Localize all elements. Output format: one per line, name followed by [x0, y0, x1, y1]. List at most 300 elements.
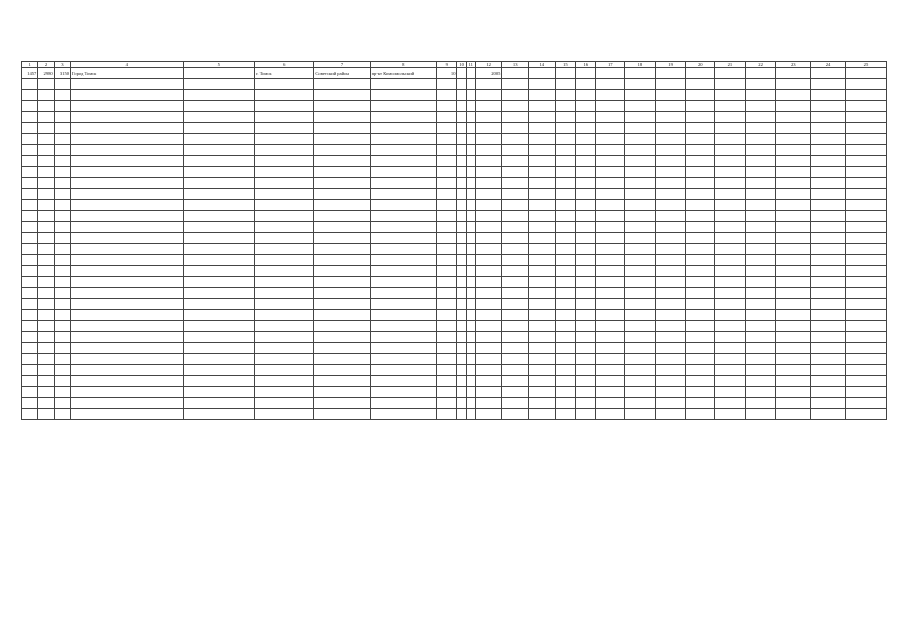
table-cell	[54, 211, 70, 222]
table-cell	[529, 123, 556, 134]
table-cell	[811, 134, 846, 145]
table-cell	[466, 222, 475, 233]
table-cell	[529, 266, 556, 277]
table-cell	[502, 233, 529, 244]
table-cell	[596, 398, 625, 409]
table-cell	[466, 156, 475, 167]
table-cell	[370, 266, 436, 277]
table-cell	[22, 365, 38, 376]
table-cell	[811, 233, 846, 244]
table-cell	[655, 365, 686, 376]
table-cell	[54, 310, 70, 321]
table-cell	[715, 101, 746, 112]
table-cell	[502, 112, 529, 123]
table-cell	[71, 266, 183, 277]
table-cell	[811, 101, 846, 112]
table-cell	[811, 299, 846, 310]
table-cell	[22, 288, 38, 299]
table-cell	[466, 409, 475, 420]
table-cell	[255, 112, 314, 123]
table-cell	[686, 68, 715, 79]
table-cell	[502, 354, 529, 365]
table-cell	[183, 376, 255, 387]
table-cell	[502, 211, 529, 222]
table-cell	[183, 233, 255, 244]
table-cell	[715, 189, 746, 200]
table-row	[22, 134, 887, 145]
table-cell	[314, 189, 370, 200]
table-cell: г. Томск	[255, 68, 314, 79]
table-cell	[576, 79, 596, 90]
table-cell	[715, 178, 746, 189]
table-cell	[71, 145, 183, 156]
table-cell	[475, 310, 502, 321]
table-cell	[255, 200, 314, 211]
table-cell	[845, 321, 886, 332]
table-cell	[466, 211, 475, 222]
table-cell	[370, 409, 436, 420]
table-cell	[314, 167, 370, 178]
table-cell	[596, 343, 625, 354]
table-cell	[437, 156, 457, 167]
table-cell	[71, 343, 183, 354]
table-cell	[745, 233, 776, 244]
table-cell	[54, 90, 70, 101]
table-cell	[183, 134, 255, 145]
table-cell	[576, 123, 596, 134]
table-cell	[529, 310, 556, 321]
table-cell	[811, 321, 846, 332]
table-cell	[255, 365, 314, 376]
table-cell	[596, 101, 625, 112]
table-cell	[655, 90, 686, 101]
table-cell	[655, 387, 686, 398]
table-cell	[437, 167, 457, 178]
table-cell	[314, 200, 370, 211]
table-cell	[845, 156, 886, 167]
table-cell	[555, 200, 575, 211]
table-cell	[529, 299, 556, 310]
table-cell	[776, 222, 811, 233]
table-cell	[555, 288, 575, 299]
table-cell	[370, 79, 436, 90]
table-cell	[686, 167, 715, 178]
column-number: 25	[845, 62, 886, 68]
table-cell	[71, 310, 183, 321]
table-cell	[370, 376, 436, 387]
table-cell	[811, 123, 846, 134]
table-cell	[183, 200, 255, 211]
table-row	[22, 112, 887, 123]
table-cell	[457, 255, 466, 266]
table-cell	[576, 365, 596, 376]
table-cell	[183, 156, 255, 167]
table-cell	[314, 156, 370, 167]
table-cell	[255, 178, 314, 189]
table-cell	[255, 376, 314, 387]
table-cell	[437, 288, 457, 299]
table-cell	[596, 387, 625, 398]
column-number: 20	[686, 62, 715, 68]
table-cell	[71, 101, 183, 112]
table-cell	[845, 266, 886, 277]
table-cell	[437, 79, 457, 90]
table-cell	[576, 266, 596, 277]
table-cell	[475, 343, 502, 354]
table-cell	[745, 255, 776, 266]
table-cell	[686, 101, 715, 112]
table-cell	[54, 233, 70, 244]
table-cell	[686, 255, 715, 266]
table-cell	[475, 409, 502, 420]
table-cell	[466, 233, 475, 244]
table-cell	[183, 123, 255, 134]
table-cell	[457, 156, 466, 167]
table-cell	[686, 178, 715, 189]
table-cell: 2980	[38, 68, 54, 79]
table-cell	[776, 387, 811, 398]
table-cell	[255, 79, 314, 90]
table-cell	[370, 288, 436, 299]
table-cell	[529, 277, 556, 288]
table-cell	[457, 211, 466, 222]
table-cell	[555, 123, 575, 134]
table-cell	[502, 167, 529, 178]
table-cell	[457, 178, 466, 189]
table-cell	[475, 90, 502, 101]
table-cell	[38, 200, 54, 211]
table-cell	[745, 321, 776, 332]
table-cell	[576, 244, 596, 255]
table-cell	[437, 398, 457, 409]
table-cell	[255, 244, 314, 255]
table-cell	[715, 332, 746, 343]
table-cell	[22, 354, 38, 365]
table-cell	[370, 123, 436, 134]
table-cell	[715, 266, 746, 277]
table-cell	[555, 233, 575, 244]
table-cell	[776, 68, 811, 79]
table-cell	[776, 310, 811, 321]
table-row	[22, 310, 887, 321]
table-cell	[845, 178, 886, 189]
table-cell	[475, 387, 502, 398]
table-cell	[255, 233, 314, 244]
table-cell	[437, 101, 457, 112]
table-cell	[529, 255, 556, 266]
table-cell	[776, 145, 811, 156]
table-cell	[502, 68, 529, 79]
table-cell	[466, 310, 475, 321]
table-cell	[596, 310, 625, 321]
table-cell	[370, 398, 436, 409]
table-cell	[686, 222, 715, 233]
table-cell	[255, 167, 314, 178]
table-cell	[745, 156, 776, 167]
table-cell	[776, 288, 811, 299]
table-cell	[22, 409, 38, 420]
column-number: 4	[71, 62, 183, 68]
table-cell	[22, 321, 38, 332]
table-cell	[22, 387, 38, 398]
table-cell	[54, 376, 70, 387]
table-cell	[314, 244, 370, 255]
table-cell	[71, 134, 183, 145]
table-cell	[811, 79, 846, 90]
table-cell	[502, 277, 529, 288]
table-cell	[183, 343, 255, 354]
table-cell	[576, 310, 596, 321]
table-cell	[54, 299, 70, 310]
table-cell	[457, 222, 466, 233]
table-cell	[655, 354, 686, 365]
table-cell	[255, 211, 314, 222]
table-cell	[38, 409, 54, 420]
table-cell	[596, 332, 625, 343]
table-cell	[437, 255, 457, 266]
table-cell	[54, 266, 70, 277]
table-row	[22, 79, 887, 90]
table-cell	[776, 123, 811, 134]
table-cell	[655, 299, 686, 310]
table-cell	[811, 178, 846, 189]
table-cell	[38, 233, 54, 244]
table-cell	[555, 321, 575, 332]
table-cell	[370, 112, 436, 123]
table-cell	[596, 167, 625, 178]
table-cell	[686, 310, 715, 321]
column-number: 21	[715, 62, 746, 68]
column-number: 23	[776, 62, 811, 68]
table-cell	[529, 244, 556, 255]
table-cell	[655, 101, 686, 112]
table-cell	[54, 112, 70, 123]
table-cell	[596, 321, 625, 332]
table-cell	[555, 90, 575, 101]
table-cell	[776, 79, 811, 90]
table-cell	[529, 112, 556, 123]
table-cell	[71, 409, 183, 420]
table-cell	[22, 343, 38, 354]
table-cell	[475, 288, 502, 299]
table-cell	[715, 134, 746, 145]
table-cell	[314, 387, 370, 398]
table-cell	[502, 398, 529, 409]
table-cell	[686, 244, 715, 255]
table-cell	[811, 255, 846, 266]
table-cell	[314, 79, 370, 90]
table-cell	[625, 134, 656, 145]
table-cell	[776, 266, 811, 277]
table-cell	[686, 200, 715, 211]
table-cell	[811, 68, 846, 79]
table-cell	[22, 90, 38, 101]
table-cell	[502, 244, 529, 255]
table-cell	[255, 310, 314, 321]
table-cell	[776, 299, 811, 310]
table-cell	[457, 200, 466, 211]
table-cell	[529, 398, 556, 409]
table-cell	[22, 101, 38, 112]
table-cell	[22, 299, 38, 310]
table-cell	[54, 156, 70, 167]
table-cell: Город Томск	[71, 68, 183, 79]
table-row	[22, 321, 887, 332]
table-cell	[715, 90, 746, 101]
table-cell	[625, 398, 656, 409]
table-row	[22, 211, 887, 222]
table-cell	[555, 79, 575, 90]
table-cell	[845, 244, 886, 255]
table-cell	[457, 409, 466, 420]
table-cell	[596, 244, 625, 255]
table-cell	[576, 222, 596, 233]
table-cell	[625, 123, 656, 134]
table-cell	[71, 200, 183, 211]
table-cell	[555, 68, 575, 79]
table-cell	[71, 398, 183, 409]
table-cell	[655, 321, 686, 332]
table-cell	[314, 145, 370, 156]
table-cell	[54, 189, 70, 200]
table-cell	[776, 134, 811, 145]
table-cell	[22, 233, 38, 244]
table-cell	[475, 299, 502, 310]
table-cell	[22, 178, 38, 189]
table-cell	[54, 409, 70, 420]
table-cell	[625, 178, 656, 189]
table-cell	[370, 222, 436, 233]
table-cell	[811, 365, 846, 376]
table-cell	[457, 288, 466, 299]
table-cell	[502, 101, 529, 112]
table-row	[22, 189, 887, 200]
table-cell	[625, 167, 656, 178]
table-cell	[555, 376, 575, 387]
table-cell	[502, 255, 529, 266]
column-number: 1	[22, 62, 38, 68]
table-cell	[529, 354, 556, 365]
table-cell	[466, 365, 475, 376]
table-cell	[255, 101, 314, 112]
table-cell	[686, 409, 715, 420]
table-cell	[22, 123, 38, 134]
table-cell	[596, 211, 625, 222]
table-cell	[596, 365, 625, 376]
column-number: 22	[745, 62, 776, 68]
table-cell	[457, 266, 466, 277]
table-cell	[71, 299, 183, 310]
table-cell	[576, 343, 596, 354]
table-cell	[54, 321, 70, 332]
table-cell	[183, 365, 255, 376]
table-cell	[715, 233, 746, 244]
table-cell	[71, 189, 183, 200]
table-cell	[745, 398, 776, 409]
table-cell	[576, 387, 596, 398]
table-cell	[437, 134, 457, 145]
table-cell	[183, 321, 255, 332]
table-cell	[529, 90, 556, 101]
table-cell	[655, 244, 686, 255]
table-cell	[54, 222, 70, 233]
table-cell	[437, 376, 457, 387]
table-cell	[745, 90, 776, 101]
table-cell	[745, 200, 776, 211]
table-cell	[314, 211, 370, 222]
table-cell	[576, 233, 596, 244]
table-cell	[71, 288, 183, 299]
table-cell	[183, 189, 255, 200]
table-cell	[54, 79, 70, 90]
table-cell	[437, 321, 457, 332]
table-cell	[466, 200, 475, 211]
table-row	[22, 277, 887, 288]
table-cell	[745, 310, 776, 321]
table-cell	[845, 189, 886, 200]
table-cell	[437, 123, 457, 134]
table-cell	[370, 178, 436, 189]
table-cell	[370, 189, 436, 200]
table-cell	[437, 211, 457, 222]
table-cell	[22, 255, 38, 266]
table-cell	[502, 310, 529, 321]
table-row	[22, 90, 887, 101]
table-cell	[655, 145, 686, 156]
table-cell	[686, 354, 715, 365]
table-cell	[811, 200, 846, 211]
table-cell	[625, 376, 656, 387]
table-cell	[475, 255, 502, 266]
table-cell	[314, 123, 370, 134]
table-cell	[625, 409, 656, 420]
table-cell	[811, 112, 846, 123]
table-cell	[625, 79, 656, 90]
table-cell	[686, 189, 715, 200]
table-cell	[845, 68, 886, 79]
table-cell	[71, 354, 183, 365]
table-cell	[475, 321, 502, 332]
table-cell	[686, 233, 715, 244]
table-cell	[475, 233, 502, 244]
table-cell	[314, 90, 370, 101]
table-cell	[811, 277, 846, 288]
table-cell	[576, 255, 596, 266]
table-cell	[745, 332, 776, 343]
table-row	[22, 233, 887, 244]
table-cell	[529, 343, 556, 354]
table-cell	[576, 211, 596, 222]
table-row	[22, 244, 887, 255]
table-cell	[71, 123, 183, 134]
column-number: 9	[437, 62, 457, 68]
table-cell	[38, 387, 54, 398]
table-cell	[529, 288, 556, 299]
table-cell	[183, 145, 255, 156]
column-number: 7	[314, 62, 370, 68]
table-cell	[38, 101, 54, 112]
table-cell	[555, 189, 575, 200]
table-cell	[655, 123, 686, 134]
table-cell	[54, 365, 70, 376]
table-cell	[466, 343, 475, 354]
table-cell	[437, 310, 457, 321]
table-row	[22, 123, 887, 134]
table-cell	[255, 222, 314, 233]
table-cell	[715, 376, 746, 387]
table-cell	[255, 343, 314, 354]
table-cell	[183, 266, 255, 277]
